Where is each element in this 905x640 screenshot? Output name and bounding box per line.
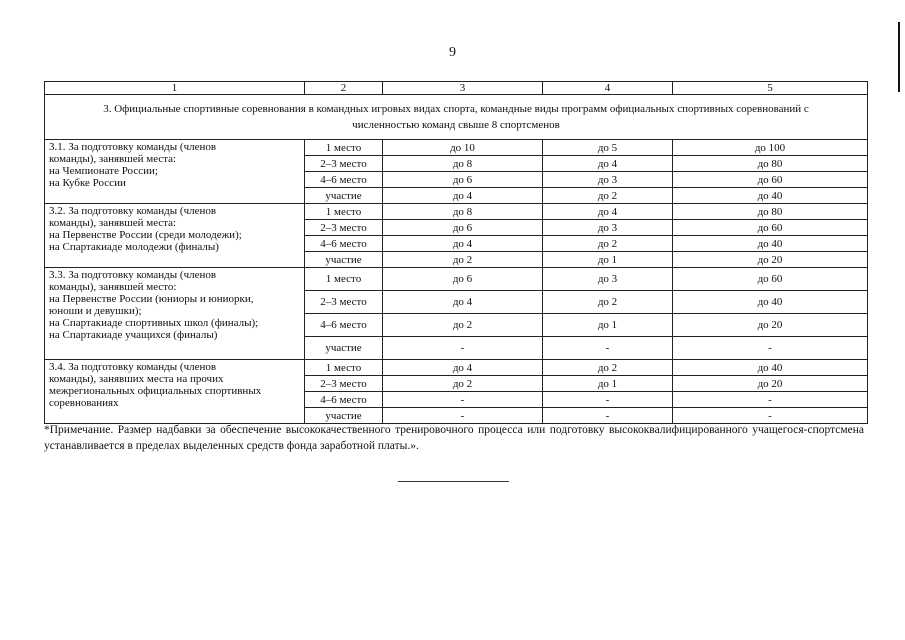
- column-header: 1: [45, 82, 305, 95]
- value-cell: до 20: [673, 314, 868, 337]
- place-cell: участие: [305, 188, 383, 204]
- value-cell: до 3: [543, 220, 673, 236]
- value-cell: до 4: [383, 188, 543, 204]
- column-header-row: [45, 82, 868, 95]
- value-cell: до 6: [383, 268, 543, 291]
- value-cell: до 3: [543, 172, 673, 188]
- value-cell: до 40: [673, 291, 868, 314]
- footer-rule: [398, 481, 509, 482]
- value-cell: -: [673, 337, 868, 360]
- value-cell: до 6: [383, 220, 543, 236]
- footnote: *Примечание. Размер надбавки за обеспечение высококачественного тренировочного процесса или подготовку высококвалифицированного учащегося-спортсмена устанавливается в пределах выделенных средств фонда заработной платы.».: [44, 424, 864, 452]
- value-cell: до 2: [383, 376, 543, 392]
- value-cell: до 2: [383, 314, 543, 337]
- value-cell: до 2: [543, 236, 673, 252]
- place-cell: 2–3 место: [305, 156, 383, 172]
- value-cell: до 3: [543, 268, 673, 291]
- value-cell: до 60: [673, 220, 868, 236]
- value-cell: до 1: [543, 376, 673, 392]
- value-cell: до 4: [383, 360, 543, 376]
- column-header: 2: [305, 82, 383, 95]
- place-cell: 1 место: [305, 140, 383, 156]
- value-cell: до 20: [673, 252, 868, 268]
- value-cell: до 60: [673, 268, 868, 291]
- place-cell: 2–3 место: [305, 291, 383, 314]
- value-cell: до 2: [383, 252, 543, 268]
- value-cell: -: [543, 337, 673, 360]
- page-number: 9: [449, 45, 456, 60]
- value-cell: до 4: [383, 236, 543, 252]
- group-description: 3.3. За подготовку команды (членов команды), занявшей место: на Первенстве России (юниоры и юниорки, юноши и девушки); на Спартакиаде спортивных школ (финалы); на Спартакиаде учащихся (финалы): [45, 268, 305, 360]
- value-cell: до 1: [543, 314, 673, 337]
- value-cell: до 40: [673, 188, 868, 204]
- place-cell: 4–6 место: [305, 314, 383, 337]
- value-cell: до 80: [673, 156, 868, 172]
- group-description: 3.1. За подготовку команды (членов команды), занявшей места: на Чемпионате России; на Кубке России: [45, 140, 305, 204]
- value-cell: до 4: [383, 291, 543, 314]
- table-row: [45, 204, 868, 220]
- value-cell: до 60: [673, 172, 868, 188]
- value-cell: -: [673, 392, 868, 408]
- place-cell: 2–3 место: [305, 220, 383, 236]
- value-cell: до 80: [673, 204, 868, 220]
- section-title: 3. Официальные спортивные соревнования в командных игровых видах спорта, командные виды программ официальных спортивных соревнований с численностью команд свыше 8 спортсменов: [45, 95, 868, 140]
- value-cell: до 8: [383, 156, 543, 172]
- group-description: 3.4. За подготовку команды (членов команды), занявших места на прочих межрегиональных официальных спортивных соревнованиях: [45, 360, 305, 424]
- value-cell: до 10: [383, 140, 543, 156]
- scan-edge-line: [898, 22, 900, 92]
- value-cell: до 2: [543, 360, 673, 376]
- value-cell: -: [383, 337, 543, 360]
- value-cell: до 6: [383, 172, 543, 188]
- value-cell: -: [543, 408, 673, 424]
- value-cell: -: [673, 408, 868, 424]
- table-row: [45, 360, 868, 376]
- value-cell: до 2: [543, 291, 673, 314]
- place-cell: участие: [305, 252, 383, 268]
- table-row: [45, 140, 868, 156]
- column-header: 3: [383, 82, 543, 95]
- awards-table-body: [45, 82, 868, 424]
- value-cell: до 40: [673, 360, 868, 376]
- column-header: 5: [673, 82, 868, 95]
- place-cell: 4–6 место: [305, 172, 383, 188]
- section-title-row: [45, 95, 868, 140]
- place-cell: 4–6 место: [305, 392, 383, 408]
- value-cell: до 1: [543, 252, 673, 268]
- place-cell: 1 место: [305, 204, 383, 220]
- value-cell: до 8: [383, 204, 543, 220]
- column-header: 4: [543, 82, 673, 95]
- place-cell: участие: [305, 408, 383, 424]
- table-row: [45, 268, 868, 291]
- awards-table: [44, 81, 868, 424]
- place-cell: 1 место: [305, 268, 383, 291]
- place-cell: участие: [305, 337, 383, 360]
- value-cell: до 4: [543, 156, 673, 172]
- value-cell: до 100: [673, 140, 868, 156]
- value-cell: до 40: [673, 236, 868, 252]
- value-cell: -: [543, 392, 673, 408]
- value-cell: до 2: [543, 188, 673, 204]
- value-cell: до 4: [543, 204, 673, 220]
- place-cell: 1 место: [305, 360, 383, 376]
- value-cell: -: [383, 392, 543, 408]
- value-cell: до 20: [673, 376, 868, 392]
- group-description: 3.2. За подготовку команды (членов команды), занявшей места: на Первенстве России (среди молодежи); на Спартакиаде молодежи (финалы): [45, 204, 305, 268]
- value-cell: до 5: [543, 140, 673, 156]
- place-cell: 4–6 место: [305, 236, 383, 252]
- value-cell: -: [383, 408, 543, 424]
- place-cell: 2–3 место: [305, 376, 383, 392]
